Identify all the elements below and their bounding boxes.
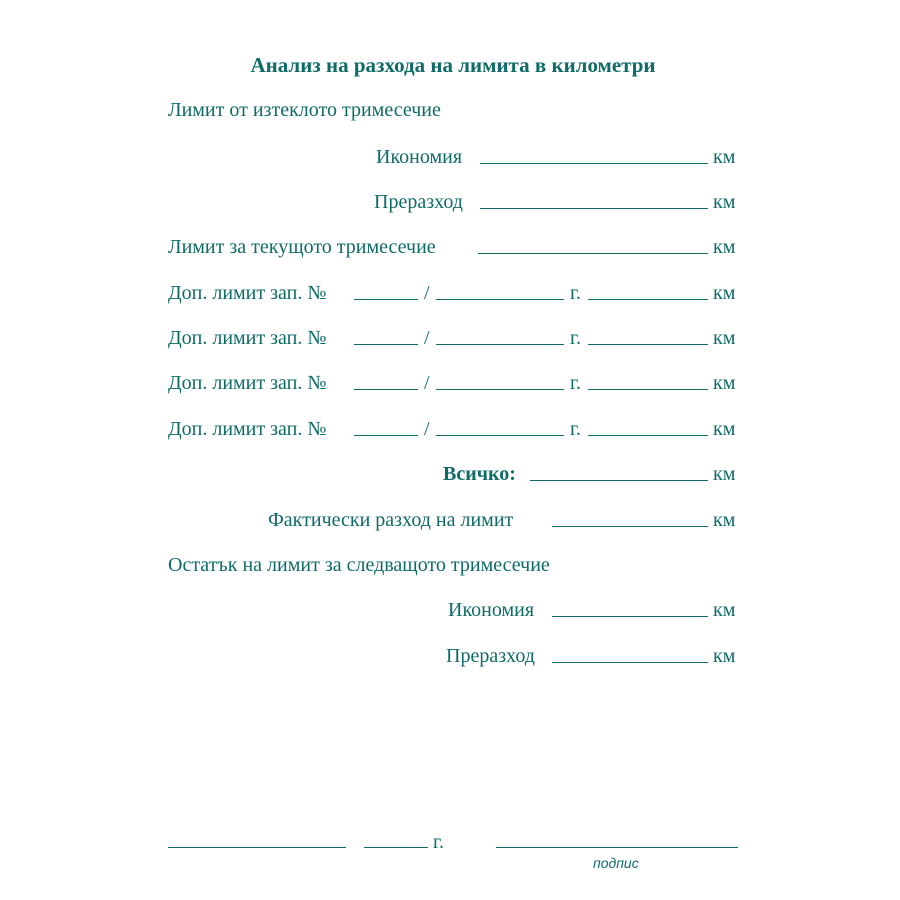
unit-km: км [713, 236, 736, 258]
additional-km-field[interactable] [588, 435, 708, 436]
next-overrun-field[interactable] [552, 662, 708, 663]
unit-km: км [713, 146, 736, 168]
total-field[interactable] [530, 480, 708, 481]
total-label: Всичко: [443, 463, 516, 485]
additional-km-field[interactable] [588, 389, 708, 390]
additional-limit-label: Доп. лимит зап. № [168, 372, 327, 394]
prev-savings-field[interactable] [480, 163, 708, 164]
year-abbr: г. [570, 418, 581, 440]
order-date-field[interactable] [436, 389, 564, 390]
slash-separator: / [424, 372, 430, 394]
signature-field[interactable] [496, 847, 738, 848]
order-number-field[interactable] [354, 389, 418, 390]
unit-km: км [713, 372, 736, 394]
additional-limit-label: Доп. лимит зап. № [168, 282, 327, 304]
unit-km: км [713, 282, 736, 304]
order-number-field[interactable] [354, 344, 418, 345]
unit-km: км [713, 191, 736, 213]
current-limit-field[interactable] [478, 253, 708, 254]
actual-usage-label: Фактически разход на лимит [268, 509, 514, 531]
order-date-field[interactable] [436, 435, 564, 436]
order-number-field[interactable] [354, 435, 418, 436]
unit-km: км [713, 418, 736, 440]
prev-quarter-heading: Лимит от изтеклото тримесечие [168, 99, 441, 121]
next-savings-field[interactable] [552, 616, 708, 617]
year-abbr: г. [570, 327, 581, 349]
unit-km: км [713, 509, 736, 531]
slash-separator: / [424, 327, 430, 349]
current-limit-label: Лимит за текущото тримесечие [168, 236, 436, 258]
prev-savings-label: Икономия [376, 146, 463, 168]
footer-date-field[interactable] [168, 847, 346, 848]
actual-usage-field[interactable] [552, 526, 708, 527]
form-title: Анализ на разхода на лимита в километри [250, 53, 656, 77]
additional-limit-label: Доп. лимит зап. № [168, 327, 327, 349]
next-savings-label: Икономия [448, 599, 535, 621]
unit-km: км [713, 327, 736, 349]
next-overrun-label: Преразход [446, 645, 535, 667]
footer-year-abbr: г. [433, 831, 444, 853]
unit-km: км [713, 645, 736, 667]
order-number-field[interactable] [354, 299, 418, 300]
slash-separator: / [424, 418, 430, 440]
footer-year-field[interactable] [364, 847, 428, 848]
additional-limit-label: Доп. лимит зап. № [168, 418, 327, 440]
unit-km: км [713, 599, 736, 621]
signature-label: подпис [593, 855, 639, 871]
unit-km: км [713, 463, 736, 485]
year-abbr: г. [570, 282, 581, 304]
additional-km-field[interactable] [588, 344, 708, 345]
next-quarter-heading: Остатък на лимит за следващото тримесечие [168, 554, 550, 576]
slash-separator: / [424, 282, 430, 304]
additional-km-field[interactable] [588, 299, 708, 300]
order-date-field[interactable] [436, 299, 564, 300]
order-date-field[interactable] [436, 344, 564, 345]
prev-overrun-label: Преразход [374, 191, 463, 213]
year-abbr: г. [570, 372, 581, 394]
prev-overrun-field[interactable] [480, 208, 708, 209]
